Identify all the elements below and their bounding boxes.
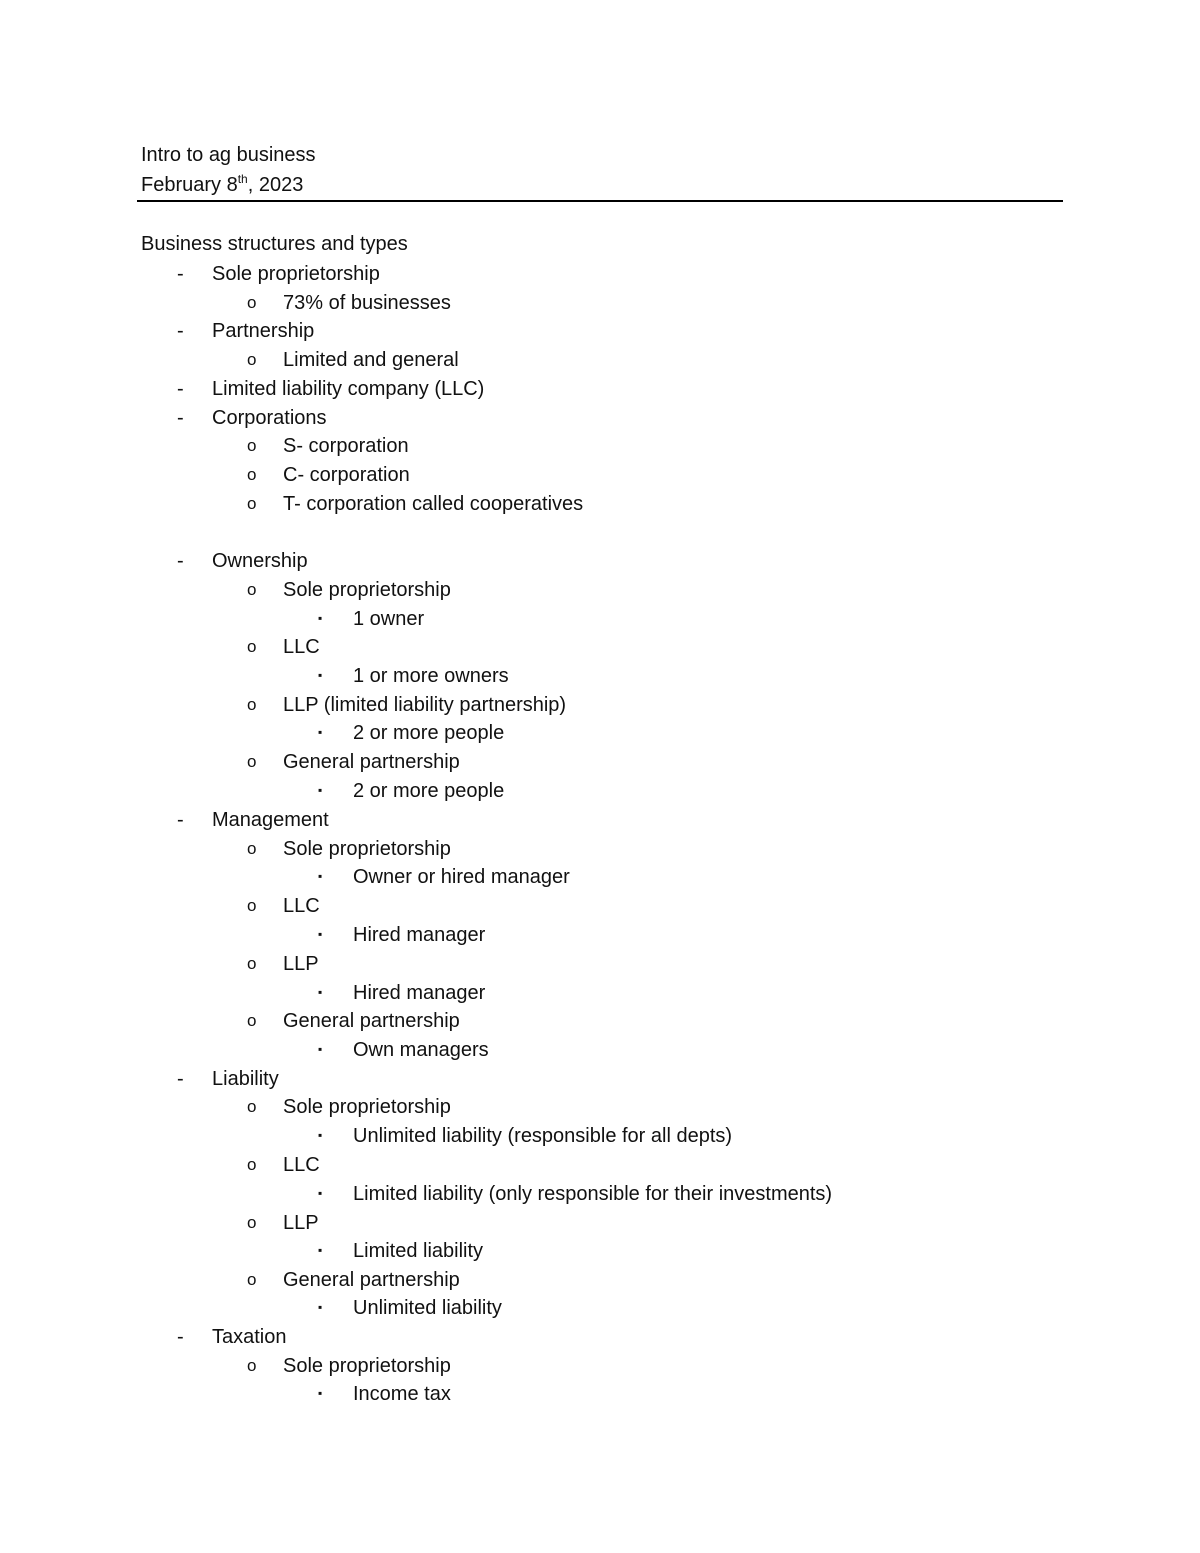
outline-item-text: Income tax: [353, 1383, 451, 1405]
outline-item-level-1: [0, 1267, 900, 1293]
date-main: February 8: [141, 174, 238, 196]
outline-item-level-2: [0, 1181, 900, 1207]
outline-item-text: S- corporation: [283, 435, 409, 457]
square-bullet-icon: ▪: [318, 725, 323, 739]
outline-item-text: Partnership: [212, 320, 315, 342]
outline-item-text: Unlimited liability: [353, 1297, 502, 1319]
outline-item-level-1: [0, 462, 900, 488]
square-bullet-icon: ▪: [318, 1042, 323, 1056]
document-title: Intro to ag business: [141, 144, 316, 166]
outline-item-text: 1 owner: [353, 608, 425, 630]
outline-item-text: LLC: [283, 636, 320, 658]
circle-bullet-icon: o: [247, 1213, 257, 1232]
circle-bullet-icon: o: [247, 1356, 257, 1375]
date-superscript: th: [237, 172, 248, 186]
outline-item-level-1: [0, 1152, 900, 1178]
dash-bullet-icon: -: [177, 1068, 184, 1090]
header-rule: [137, 200, 1063, 202]
square-bullet-icon: ▪: [318, 1243, 323, 1257]
square-bullet-icon: ▪: [318, 783, 323, 797]
outline-item-level-1: [0, 634, 900, 660]
outline-item-level-2: [0, 778, 900, 804]
section-heading: Business structures and types: [141, 233, 408, 255]
outline-item-text: Liability: [212, 1068, 279, 1090]
outline-item-text: Ownership: [212, 550, 308, 572]
outline-item-level-1: [0, 433, 900, 459]
outline-item-level-2: [0, 1295, 900, 1321]
circle-bullet-icon: o: [247, 695, 257, 714]
date-tail: , 2023: [247, 174, 304, 196]
outline-item-level-0: [0, 261, 900, 287]
circle-bullet-icon: o: [247, 1270, 257, 1289]
outline-item-text: Own managers: [353, 1039, 489, 1061]
outline-item-level-1: [0, 692, 900, 718]
outline-item-text: Sole proprietorship: [212, 263, 380, 285]
outline-item-text: Limited liability (only responsible for their investments): [353, 1183, 833, 1205]
circle-bullet-icon: o: [247, 1097, 257, 1116]
outline-item-level-1: [0, 491, 900, 517]
dash-bullet-icon: -: [177, 378, 184, 400]
outline-item-level-0: [0, 1066, 900, 1092]
circle-bullet-icon: o: [247, 896, 257, 915]
outline-item-text: T- corporation called cooperatives: [283, 493, 584, 515]
outline-item-level-2: [0, 1381, 900, 1407]
circle-bullet-icon: o: [247, 465, 257, 484]
circle-bullet-icon: o: [247, 580, 257, 599]
outline-item-level-0: [0, 318, 900, 344]
circle-bullet-icon: o: [247, 954, 257, 973]
outline-item-level-1: [0, 836, 900, 862]
outline-item-text: Sole proprietorship: [283, 838, 451, 860]
outline-item-text: 1 or more owners: [353, 665, 509, 687]
circle-bullet-icon: o: [247, 436, 257, 455]
dash-bullet-icon: -: [177, 1326, 184, 1348]
circle-bullet-icon: o: [247, 293, 257, 312]
outline-item-level-2: [0, 1123, 900, 1149]
square-bullet-icon: ▪: [318, 1386, 323, 1400]
dash-bullet-icon: -: [177, 320, 184, 342]
outline-item-level-1: [0, 1210, 900, 1236]
outline-item-level-2: [0, 606, 900, 632]
square-bullet-icon: ▪: [318, 611, 323, 625]
outline-item-level-1: [0, 347, 900, 373]
outline-item-level-2: [0, 720, 900, 746]
dash-bullet-icon: -: [177, 550, 184, 572]
outline-item-level-1: [0, 1094, 900, 1120]
circle-bullet-icon: o: [247, 637, 257, 656]
outline-item-text: Sole proprietorship: [283, 1096, 451, 1118]
outline-item-text: Limited liability company (LLC): [212, 378, 485, 400]
outline-item-level-1: [0, 1353, 900, 1379]
circle-bullet-icon: o: [247, 1011, 257, 1030]
outline-item-text: General partnership: [283, 751, 460, 773]
document-date: [141, 173, 303, 199]
outline-item-text: Sole proprietorship: [283, 579, 451, 601]
circle-bullet-icon: o: [247, 1155, 257, 1174]
square-bullet-icon: ▪: [318, 869, 323, 883]
outline-item-level-2: [0, 1238, 900, 1264]
outline-item-level-0: [0, 548, 900, 574]
outline-item-text: Sole proprietorship: [283, 1355, 451, 1377]
outline-item-text: LLP: [283, 953, 319, 975]
outline-item-level-1: [0, 749, 900, 775]
outline-item-level-0: [0, 1324, 900, 1350]
outline-item-text: 2 or more people: [353, 780, 505, 802]
outline-item-text: 73% of businesses: [283, 292, 451, 314]
square-bullet-icon: ▪: [318, 1186, 323, 1200]
circle-bullet-icon: o: [247, 839, 257, 858]
outline-item-text: General partnership: [283, 1010, 460, 1032]
outline-item-text: Management: [212, 809, 329, 831]
outline-item-text: C- corporation: [283, 464, 410, 486]
outline-item-level-2: [0, 663, 900, 689]
outline-item-level-1: [0, 893, 900, 919]
outline-item-level-0: [0, 807, 900, 833]
outline-item-level-2: [0, 864, 900, 890]
outline-item-text: Corporations: [212, 407, 327, 429]
outline-item-text: LLP: [283, 1212, 319, 1234]
outline-item-level-1: [0, 577, 900, 603]
circle-bullet-icon: o: [247, 494, 257, 513]
outline-item-text: Owner or hired manager: [353, 866, 570, 888]
square-bullet-icon: ▪: [318, 1128, 323, 1142]
circle-bullet-icon: o: [247, 752, 257, 771]
outline-item-text: Hired manager: [353, 982, 486, 1004]
outline-item-level-0: [0, 376, 900, 402]
square-bullet-icon: ▪: [318, 1300, 323, 1314]
outline-item-level-1: [0, 951, 900, 977]
outline-item-text: LLP (limited liability partnership): [283, 694, 567, 716]
circle-bullet-icon: o: [247, 350, 257, 369]
dash-bullet-icon: -: [177, 809, 184, 831]
outline-item-text: Taxation: [212, 1326, 287, 1348]
square-bullet-icon: ▪: [318, 927, 323, 941]
outline-item-text: Hired manager: [353, 924, 486, 946]
outline-item-level-2: [0, 980, 900, 1006]
dash-bullet-icon: -: [177, 407, 184, 429]
outline-item-text: Limited liability: [353, 1240, 484, 1262]
outline-item-level-1: [0, 1008, 900, 1034]
outline-item-level-0: [0, 405, 900, 431]
outline-item-level-2: [0, 1037, 900, 1063]
dash-bullet-icon: -: [177, 263, 184, 285]
outline-item-text: LLC: [283, 895, 320, 917]
outline-item-text: Unlimited liability (responsible for all depts): [353, 1125, 733, 1147]
outline-item-text: 2 or more people: [353, 722, 505, 744]
square-bullet-icon: ▪: [318, 985, 323, 999]
outline-item-text: General partnership: [283, 1269, 460, 1291]
outline-item-level-2: [0, 922, 900, 948]
outline-item-level-1: [0, 290, 900, 316]
outline-item-text: LLC: [283, 1154, 320, 1176]
outline-item-text: Limited and general: [283, 349, 459, 371]
square-bullet-icon: ▪: [318, 668, 323, 682]
